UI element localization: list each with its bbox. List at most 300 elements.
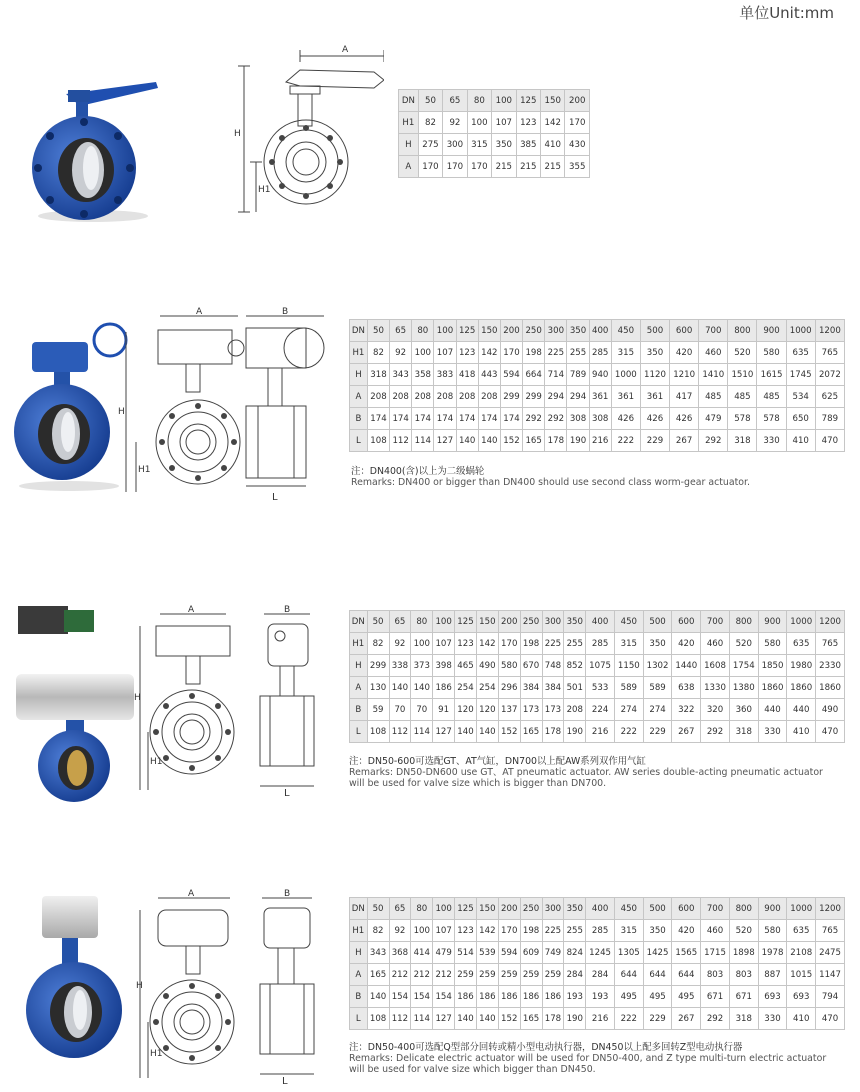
table-cell: 174 [434, 408, 456, 430]
table-cell: 426 [611, 408, 640, 430]
table-row [350, 655, 845, 677]
table-row [399, 90, 590, 112]
table-cell: 152 [498, 721, 520, 743]
row-label: B [350, 699, 368, 721]
spec-table-worm-gear [349, 319, 845, 452]
table-cell: 165 [520, 721, 542, 743]
table-cell: 294 [545, 386, 567, 408]
table-cell: 186 [476, 986, 498, 1008]
size-header-cell: 600 [672, 611, 701, 633]
table-cell: 92 [443, 112, 467, 134]
table-cell: 170 [500, 342, 522, 364]
table-cell: 174 [478, 408, 500, 430]
size-header-cell: 50 [367, 898, 389, 920]
size-header-cell: 400 [586, 898, 615, 920]
table-cell: 178 [545, 430, 567, 452]
table-cell: 267 [670, 430, 699, 452]
table-cell: 107 [492, 112, 516, 134]
table-cell: 193 [564, 986, 586, 1008]
row-label: H1 [399, 112, 419, 134]
row-label: B [350, 986, 368, 1008]
table-cell: 465 [455, 655, 477, 677]
table-cell: 384 [542, 677, 564, 699]
size-header-cell: 500 [640, 320, 669, 342]
table-cell: 82 [367, 342, 389, 364]
table-row [350, 898, 845, 920]
table-cell: 1745 [786, 364, 815, 386]
table-cell: 114 [412, 430, 434, 452]
dim-label-b: B [284, 889, 291, 899]
size-header-cell: 1000 [787, 611, 816, 633]
table-row [350, 633, 845, 655]
table-cell: 186 [433, 677, 455, 699]
row-label: H [399, 134, 419, 156]
table-cell: 426 [640, 408, 669, 430]
table-cell: 294 [567, 386, 589, 408]
size-header-cell: 450 [614, 611, 643, 633]
table-cell: 123 [455, 633, 477, 655]
table-cell: 443 [478, 364, 500, 386]
table-cell: 140 [456, 430, 478, 452]
table-cell: 170 [498, 633, 520, 655]
size-header-cell: 80 [412, 320, 434, 342]
table-cell: 108 [367, 1008, 389, 1030]
table-cell: 292 [699, 430, 728, 452]
table-row [399, 112, 590, 134]
table-cell: 1860 [816, 677, 845, 699]
row-label: A [350, 677, 368, 699]
size-header-cell: 200 [500, 320, 522, 342]
table-cell: 343 [390, 364, 412, 386]
size-header-cell: 800 [729, 611, 758, 633]
table-cell: 186 [455, 986, 477, 1008]
table-cell: 520 [729, 633, 758, 655]
dim-label-a: A [196, 307, 203, 317]
table-cell: 173 [520, 699, 542, 721]
table-cell: 222 [611, 430, 640, 452]
table-cell: 127 [433, 721, 455, 743]
row-label: H [350, 364, 368, 386]
size-header-cell: 150 [478, 320, 500, 342]
row-label: A [350, 964, 368, 986]
size-header-cell: 100 [434, 320, 456, 342]
table-cell: 178 [542, 1008, 564, 1030]
table-cell: 671 [729, 986, 758, 1008]
dim-label-h1: H1 [258, 185, 271, 195]
row-label: DN [350, 898, 368, 920]
table-cell: 1380 [729, 677, 758, 699]
table-cell: 330 [758, 721, 787, 743]
table-cell: 190 [564, 721, 586, 743]
table-cell: 520 [729, 920, 758, 942]
table-cell: 296 [498, 677, 520, 699]
table-cell: 274 [643, 699, 672, 721]
table-cell: 644 [643, 964, 672, 986]
table-cell: 322 [672, 699, 701, 721]
table-cell: 308 [589, 408, 611, 430]
size-header-cell: 900 [758, 898, 787, 920]
remark-en-line: will be used for valve size which is bigger than DN700. [349, 778, 607, 789]
table-cell: 1860 [787, 677, 816, 699]
size-header-cell: 300 [542, 611, 564, 633]
table-cell: 1860 [758, 677, 787, 699]
table-cell: 1425 [643, 942, 672, 964]
table-row [350, 408, 845, 430]
remark-pneumatic [349, 756, 823, 789]
table-cell: 410 [787, 721, 816, 743]
drawing-worm-gear [118, 306, 340, 502]
table-cell: 100 [467, 112, 491, 134]
table-cell: 635 [787, 633, 816, 655]
dim-label-h: H [234, 129, 241, 139]
size-header-cell: 50 [367, 611, 389, 633]
table-cell: 470 [815, 430, 844, 452]
table-cell: 140 [367, 986, 389, 1008]
row-label: DN [399, 90, 419, 112]
remark-cn: 注：DN400(含)以上为二级蜗轮 [351, 466, 485, 477]
table-cell: 533 [586, 677, 615, 699]
table-cell: 92 [390, 342, 412, 364]
table-cell: 355 [565, 156, 590, 178]
table-cell: 186 [542, 986, 564, 1008]
table-cell: 1608 [701, 655, 730, 677]
table-cell: 578 [757, 408, 786, 430]
table-row [350, 386, 845, 408]
table-cell: 330 [757, 430, 786, 452]
table-cell: 154 [411, 986, 433, 1008]
table-cell: 318 [728, 430, 757, 452]
table-cell: 410 [787, 1008, 816, 1030]
row-label: B [350, 408, 368, 430]
table-cell: 368 [389, 942, 411, 964]
table-cell: 318 [729, 721, 758, 743]
size-header-cell: 450 [614, 898, 643, 920]
table-cell: 350 [492, 134, 516, 156]
row-label: L [350, 1008, 368, 1030]
table-cell: 748 [542, 655, 564, 677]
row-label: L [350, 430, 368, 452]
table-row [350, 342, 845, 364]
size-header-cell: 1200 [815, 320, 844, 342]
table-cell: 170 [498, 920, 520, 942]
table-cell: 693 [787, 986, 816, 1008]
table-cell: 430 [565, 134, 590, 156]
table-cell: 100 [412, 342, 434, 364]
size-header-cell: 250 [520, 611, 542, 633]
valve-photo-electric [22, 892, 132, 1072]
dim-label-l: L [282, 1076, 288, 1086]
table-cell: 460 [699, 342, 728, 364]
table-cell: 212 [433, 964, 455, 986]
size-header-cell: 350 [567, 320, 589, 342]
table-cell: 940 [589, 364, 611, 386]
remark-en-line: will be used for valve size which bigger than DN450. [349, 1064, 596, 1075]
size-header-cell: 100 [492, 90, 516, 112]
table-cell: 284 [586, 964, 615, 986]
table-cell: 70 [389, 699, 411, 721]
drawing-handle-lever [234, 44, 384, 224]
table-cell: 1210 [670, 364, 699, 386]
table-cell: 580 [758, 920, 787, 942]
table-cell: 460 [701, 920, 730, 942]
size-header-cell: 800 [729, 898, 758, 920]
row-label: H1 [350, 920, 368, 942]
table-cell: 589 [614, 677, 643, 699]
table-row [350, 942, 845, 964]
table-cell: 671 [701, 986, 730, 1008]
size-header-cell: 900 [758, 611, 787, 633]
table-cell: 490 [816, 699, 845, 721]
table-cell: 225 [542, 920, 564, 942]
size-header-cell: 1000 [786, 320, 815, 342]
table-cell: 485 [757, 386, 786, 408]
table-cell: 470 [816, 721, 845, 743]
table-cell: 420 [672, 920, 701, 942]
remark-cn: 注：DN50-600可选配GT、AT气缸，DN700以上配AW系列双作用气缸 [349, 756, 646, 767]
table-cell: 578 [728, 408, 757, 430]
unit-label: 单位Unit:mm [739, 4, 834, 22]
table-cell: 174 [412, 408, 434, 430]
size-header-cell: 700 [699, 320, 728, 342]
remark-en-line: Remarks: Delicate electric actuator will be used for DN50-400, and Z type multi-turn electric actuator [349, 1053, 827, 1064]
row-label: DN [350, 611, 368, 633]
table-cell: 1615 [757, 364, 786, 386]
table-cell: 208 [564, 699, 586, 721]
row-label: L [350, 721, 368, 743]
table-cell: 384 [520, 677, 542, 699]
table-row [350, 320, 845, 342]
table-cell: 212 [411, 964, 433, 986]
table-cell: 229 [643, 1008, 672, 1030]
table-cell: 299 [367, 655, 389, 677]
table-cell: 1147 [816, 964, 845, 986]
table-cell: 765 [816, 633, 845, 655]
valve-photo-worm-gear [4, 316, 134, 496]
table-row [350, 1008, 845, 1030]
table-cell: 1150 [614, 655, 643, 677]
table-cell: 114 [411, 1008, 433, 1030]
table-cell: 222 [614, 721, 643, 743]
size-header-cell: 125 [516, 90, 540, 112]
table-cell: 1302 [643, 655, 672, 677]
size-header-cell: 500 [643, 898, 672, 920]
size-header-cell: 700 [701, 898, 730, 920]
table-cell: 580 [498, 655, 520, 677]
size-header-cell: 1000 [787, 898, 816, 920]
table-cell: 315 [614, 633, 643, 655]
table-cell: 216 [586, 721, 615, 743]
table-cell: 318 [367, 364, 389, 386]
table-cell: 635 [787, 920, 816, 942]
table-cell: 1410 [699, 364, 728, 386]
table-cell: 222 [614, 1008, 643, 1030]
table-cell: 154 [433, 986, 455, 1008]
table-cell: 609 [520, 942, 542, 964]
table-cell: 212 [389, 964, 411, 986]
size-header-cell: 400 [589, 320, 611, 342]
table-cell: 108 [367, 430, 389, 452]
table-cell: 2475 [816, 942, 845, 964]
table-cell: 625 [815, 386, 844, 408]
size-header-cell: 100 [433, 898, 455, 920]
remark-worm-gear [351, 466, 750, 488]
table-cell: 420 [670, 342, 699, 364]
table-cell: 112 [389, 721, 411, 743]
section-worm-gear [0, 290, 860, 510]
table-cell: 315 [614, 920, 643, 942]
size-header-cell: 65 [389, 611, 411, 633]
table-cell: 1305 [614, 942, 643, 964]
dim-label-h1: H1 [138, 465, 151, 475]
table-cell: 208 [456, 386, 478, 408]
table-cell: 440 [758, 699, 787, 721]
table-cell: 142 [478, 342, 500, 364]
table-cell: 216 [586, 1008, 615, 1030]
valve-photo-handle [18, 76, 168, 226]
table-cell: 1440 [672, 655, 701, 677]
size-header-cell: 600 [672, 898, 701, 920]
size-header-cell: 300 [545, 320, 567, 342]
table-cell: 82 [367, 920, 389, 942]
table-cell: 852 [564, 655, 586, 677]
table-cell: 1015 [787, 964, 816, 986]
row-label: DN [350, 320, 368, 342]
table-cell: 308 [567, 408, 589, 430]
size-header-cell: 65 [443, 90, 467, 112]
table-cell: 803 [729, 964, 758, 986]
table-cell: 140 [455, 1008, 477, 1030]
table-cell: 1850 [758, 655, 787, 677]
table-row [350, 677, 845, 699]
table-cell: 112 [389, 1008, 411, 1030]
table-cell: 373 [411, 655, 433, 677]
table-cell: 887 [758, 964, 787, 986]
table-cell: 267 [672, 1008, 701, 1030]
remark-en-line: Remarks: DN400 or bigger than DN400 should use second class worm-gear actuator. [351, 477, 751, 488]
table-cell: 358 [412, 364, 434, 386]
table-cell: 485 [728, 386, 757, 408]
section-electric [0, 880, 860, 1088]
table-cell: 114 [411, 721, 433, 743]
table-cell: 154 [389, 986, 411, 1008]
row-label: H1 [350, 633, 368, 655]
table-row [350, 986, 845, 1008]
table-cell: 300 [443, 134, 467, 156]
table-cell: 152 [500, 430, 522, 452]
table-cell: 229 [643, 721, 672, 743]
size-header-cell: 700 [701, 611, 730, 633]
table-cell: 225 [542, 633, 564, 655]
size-header-cell: 125 [456, 320, 478, 342]
table-cell: 107 [433, 920, 455, 942]
size-header-cell: 350 [564, 611, 586, 633]
table-cell: 495 [643, 986, 672, 1008]
table-cell: 539 [476, 942, 498, 964]
table-row [399, 156, 590, 178]
table-cell: 350 [643, 920, 672, 942]
table-cell: 580 [757, 342, 786, 364]
table-cell: 107 [433, 633, 455, 655]
table-cell: 514 [455, 942, 477, 964]
table-cell: 803 [701, 964, 730, 986]
table-cell: 254 [455, 677, 477, 699]
table-cell: 208 [390, 386, 412, 408]
table-cell: 361 [611, 386, 640, 408]
size-header-cell: 1200 [816, 611, 845, 633]
table-cell: 1120 [640, 364, 669, 386]
table-cell: 198 [523, 342, 545, 364]
table-cell: 361 [589, 386, 611, 408]
table-cell: 638 [672, 677, 701, 699]
table-cell: 410 [541, 134, 565, 156]
table-cell: 485 [699, 386, 728, 408]
size-header-cell: 350 [564, 898, 586, 920]
table-cell: 765 [816, 920, 845, 942]
spec-table-electric [349, 897, 845, 1030]
table-cell: 292 [523, 408, 545, 430]
table-cell: 479 [699, 408, 728, 430]
table-cell: 360 [729, 699, 758, 721]
size-header-cell: 100 [433, 611, 455, 633]
table-cell: 501 [564, 677, 586, 699]
table-cell: 130 [367, 677, 389, 699]
table-cell: 173 [542, 699, 564, 721]
size-header-cell: 800 [728, 320, 757, 342]
remark-en-line: Remarks: DN50-DN600 use GT、AT pneumatic actuator. AW series double-acting pneumatic actuator [349, 767, 823, 778]
size-header-cell: 150 [476, 898, 498, 920]
table-cell: 318 [729, 1008, 758, 1030]
table-cell: 140 [389, 677, 411, 699]
section-pneumatic [0, 596, 860, 806]
table-cell: 208 [412, 386, 434, 408]
table-cell: 420 [672, 633, 701, 655]
table-cell: 693 [758, 986, 787, 1008]
table-cell: 198 [520, 920, 542, 942]
table-cell: 198 [520, 633, 542, 655]
table-cell: 174 [390, 408, 412, 430]
dim-label-h: H [134, 693, 141, 703]
table-cell: 137 [498, 699, 520, 721]
table-cell: 385 [516, 134, 540, 156]
table-cell: 70 [411, 699, 433, 721]
valve-photo-pneumatic [10, 604, 140, 804]
table-cell: 285 [586, 633, 615, 655]
table-cell: 589 [643, 677, 672, 699]
table-cell: 92 [389, 920, 411, 942]
table-cell: 229 [640, 430, 669, 452]
size-header-cell: 65 [390, 320, 412, 342]
table-cell: 490 [476, 655, 498, 677]
table-cell: 186 [520, 986, 542, 1008]
table-cell: 255 [564, 633, 586, 655]
size-header-cell: 50 [367, 320, 389, 342]
table-cell: 174 [500, 408, 522, 430]
table-cell: 259 [520, 964, 542, 986]
drawing-pneumatic [134, 602, 340, 798]
table-cell: 274 [614, 699, 643, 721]
table-cell: 440 [787, 699, 816, 721]
table-cell: 495 [672, 986, 701, 1008]
size-header-cell: 65 [389, 898, 411, 920]
table-cell: 299 [523, 386, 545, 408]
table-cell: 410 [786, 430, 815, 452]
size-header-cell: 150 [476, 611, 498, 633]
row-label: H [350, 655, 368, 677]
size-header-cell: 125 [455, 898, 477, 920]
table-cell: 1245 [586, 942, 615, 964]
table-cell: 644 [672, 964, 701, 986]
table-cell: 174 [456, 408, 478, 430]
